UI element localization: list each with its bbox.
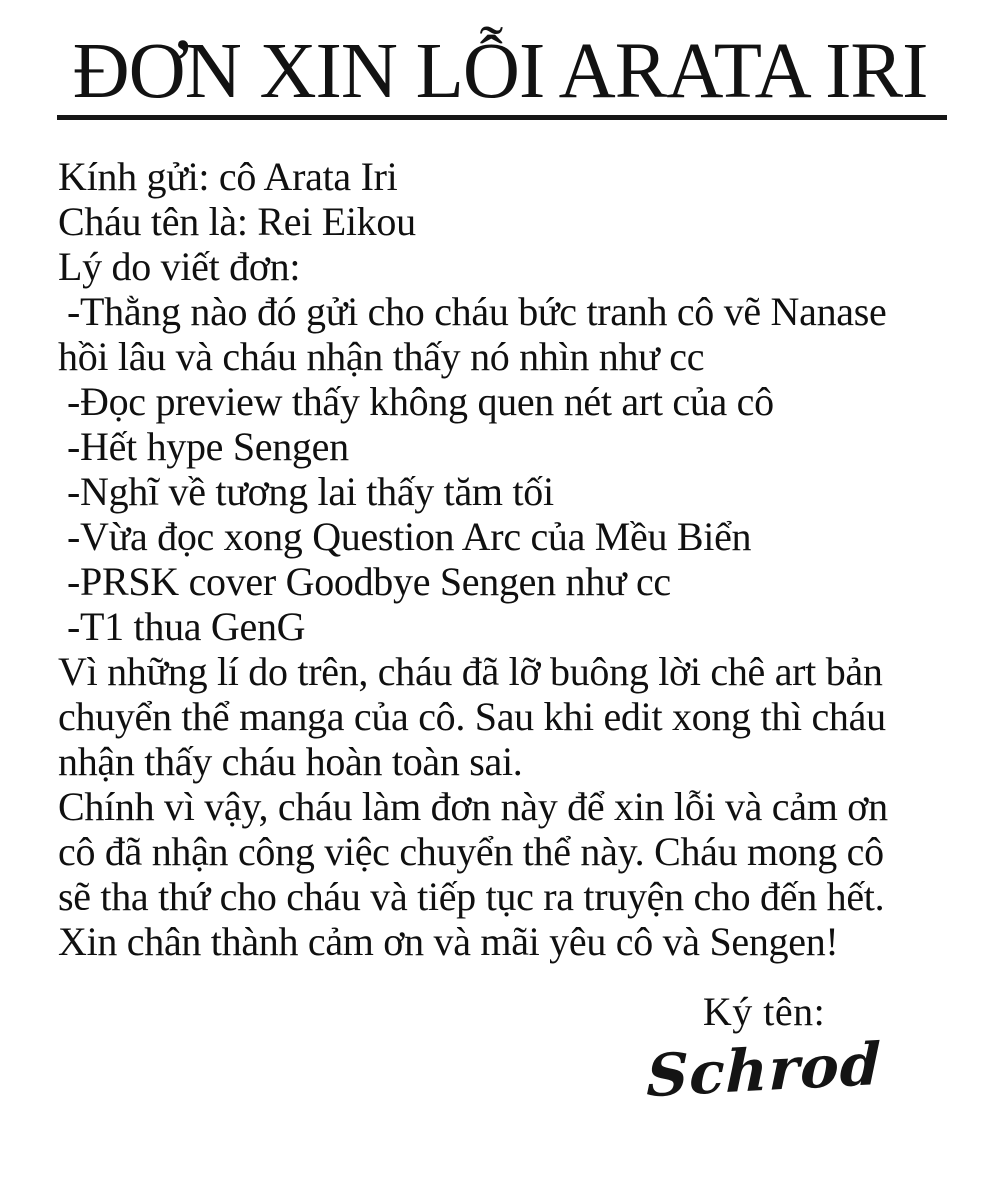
- letter-line: -Hết hype Sengen: [67, 424, 349, 469]
- page-title: ĐƠN XIN LỖI ARATA IRI: [72, 28, 928, 115]
- letter-line: cô đã nhận công việc chuyển thể này. Cháu mong cô: [58, 829, 884, 874]
- signature-label: Ký tên:: [702, 989, 826, 1034]
- letter-line: sẽ tha thứ cho cháu và tiếp tục ra truyện cho đến hết.: [58, 874, 885, 919]
- letter-line: -Đọc preview thấy không quen nét art của cô: [67, 379, 774, 424]
- letter-line: -Nghĩ về tương lai thấy tăm tối: [67, 469, 554, 514]
- letter-line: -T1 thua GenG: [67, 604, 306, 649]
- title-underline: [57, 115, 947, 120]
- letter-line: Chính vì vậy, cháu làm đơn này để xin lỗi và cảm ơn: [58, 784, 888, 829]
- signature-block: [604, 989, 924, 1111]
- letter-line: Cháu tên là: Rei Eikou: [58, 199, 416, 244]
- letter-line: -PRSK cover Goodbye Sengen như cc: [67, 559, 671, 604]
- letter-line: chuyển thể manga của cô. Sau khi edit xong thì cháu: [58, 694, 886, 739]
- letter-line: -Thằng nào đó gửi cho cháu bức tranh cô vẽ Nanase: [67, 289, 887, 334]
- letter-line: hồi lâu và cháu nhận thấy nó nhìn như cc: [58, 334, 705, 379]
- letter-line: Lý do viết đơn:: [58, 244, 301, 289]
- letter-line: Vì những lí do trên, cháu đã lỡ buông lời chê art bản: [58, 649, 883, 694]
- letter-line: nhận thấy cháu hoàn toàn sai.: [58, 739, 523, 784]
- letter-line: Xin chân thành cảm ơn và mãi yêu cô và Sengen!: [58, 919, 839, 964]
- letter-line: Kính gửi: cô Arata Iri: [58, 154, 398, 199]
- letter-line: -Vừa đọc xong Question Arc của Mều Biển: [67, 514, 752, 559]
- letter-body: [58, 154, 953, 964]
- signature: Schrod: [645, 1029, 883, 1111]
